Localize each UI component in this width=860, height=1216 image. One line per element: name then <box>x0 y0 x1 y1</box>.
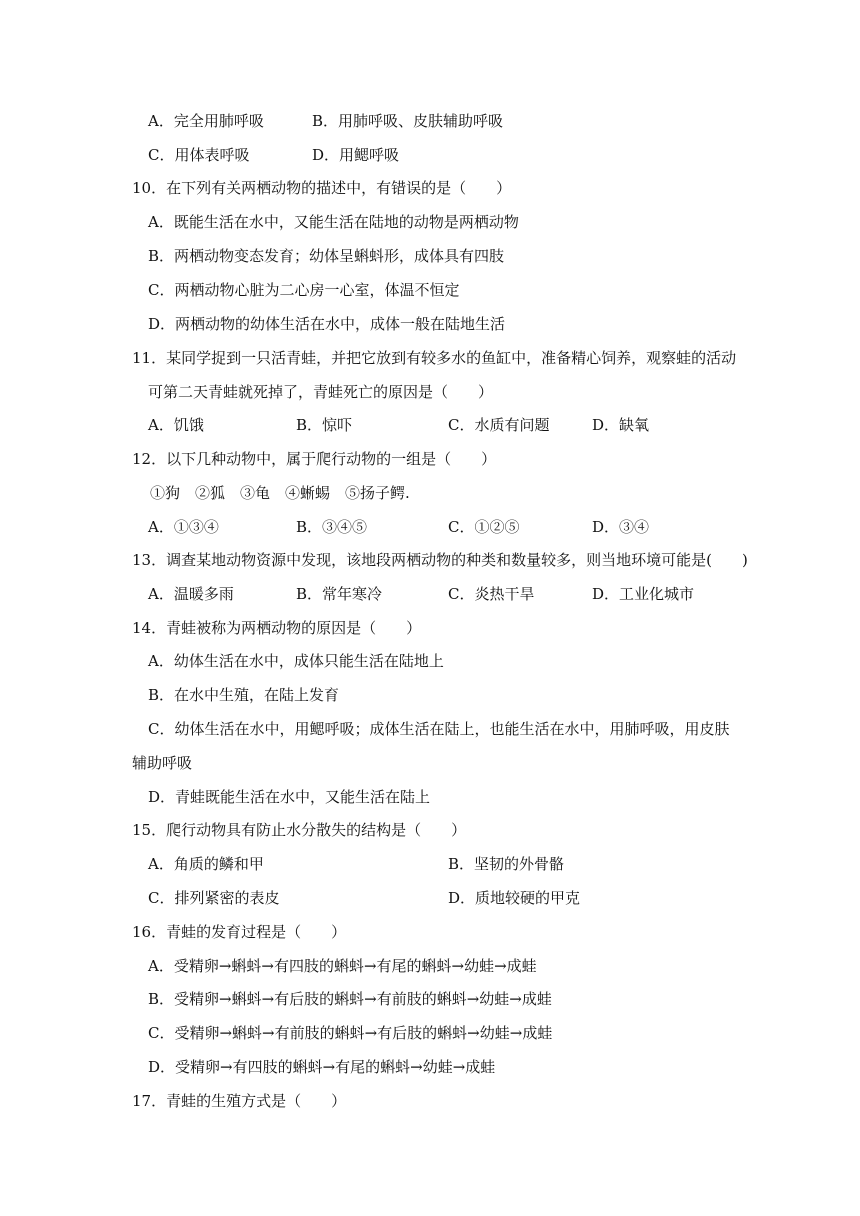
q11-option-a: A．饥饿 <box>148 416 204 434</box>
q12-option-c: C．①②⑤ <box>448 518 520 536</box>
q12-stem: 12．以下几种动物中，属于爬行动物的一组是（ ） <box>132 450 497 468</box>
q12-option-a: A．①③④ <box>148 518 219 536</box>
q14-option-a: A．幼体生活在水中，成体只能生活在陆地上 <box>148 652 444 670</box>
q14-option-d: D．青蛙既能生活在水中，又能生活在陆上 <box>148 788 431 806</box>
q13-option-a: A．温暖多雨 <box>148 585 234 603</box>
q11-option-d: D．缺氧 <box>592 416 650 434</box>
q9-option-a: A．完全用肺呼吸 <box>148 112 264 130</box>
q11-stem-line1: 11．某同学捉到一只活青蛙，并把它放到有较多水的鱼缸中，准备精心饲养，观察蛙的活动 <box>132 349 737 367</box>
q15-option-b: B．坚韧的外骨骼 <box>448 855 565 873</box>
q16-option-a: A．受精卵→蝌蚪→有四肢的蝌蚪→有尾的蝌蚪→幼蛙→成蛙 <box>148 957 537 975</box>
q17-stem: 17．青蛙的生殖方式是（ ） <box>132 1092 347 1110</box>
q11-option-b: B．惊吓 <box>296 416 353 434</box>
q16-option-b: B．受精卵→蝌蚪→有后肢的蝌蚪→有前肢的蝌蚪→幼蛙→成蛙 <box>148 990 552 1008</box>
q16-option-d: D．受精卵→有四肢的蝌蚪→有尾的蝌蚪→幼蛙→成蛙 <box>148 1058 496 1076</box>
q16-stem: 16．青蛙的发育过程是（ ） <box>132 923 347 941</box>
q13-option-c: C．炎热干旱 <box>448 585 535 603</box>
q10-option-a: A．既能生活在水中，又能生活在陆地的动物是两栖动物 <box>148 213 519 231</box>
q13-stem: 13．调查某地动物资源中发现，该地段两栖动物的种类和数量较多，则当地环境可能是( ) <box>132 551 748 569</box>
q15-option-a: A．角质的鳞和甲 <box>148 855 264 873</box>
q13-option-b: B．常年寒冷 <box>296 585 383 603</box>
q12-items: ①狗 ②狐 ③龟 ④蜥蜴 ⑤扬子鳄. <box>150 484 410 502</box>
q14-option-c-continued: 辅助呼吸 <box>132 754 193 772</box>
q10-option-b: B．两栖动物变态发育；幼体呈蝌蚪形，成体具有四肢 <box>148 247 505 265</box>
q9-option-d: D．用鳃呼吸 <box>312 146 400 164</box>
q9-option-b: B．用肺呼吸、皮肤辅助呼吸 <box>312 112 504 130</box>
q14-option-b: B．在水中生殖，在陆上发育 <box>148 686 340 704</box>
q15-option-d: D．质地较硬的甲克 <box>448 889 581 907</box>
q10-stem: 10．在下列有关两栖动物的描述中，有错误的是（ ） <box>132 179 512 197</box>
q13-option-d: D．工业化城市 <box>592 585 695 603</box>
q11-stem-line2: 可第二天青蛙就死掉了，青蛙死亡的原因是（ ） <box>148 383 494 401</box>
q15-stem: 15．爬行动物具有防止水分散失的结构是（ ） <box>132 821 467 839</box>
q10-option-d: D．两栖动物的幼体生活在水中，成体一般在陆地生活 <box>148 315 506 333</box>
q10-option-c: C．两栖动物心脏为二心房一心室，体温不恒定 <box>148 281 460 299</box>
q15-option-c: C．排列紧密的表皮 <box>148 889 280 907</box>
q16-option-c: C．受精卵→蝌蚪→有前肢的蝌蚪→有后肢的蝌蚪→幼蛙→成蛙 <box>148 1024 553 1042</box>
q14-option-c: C．幼体生活在水中，用鳃呼吸；成体生活在陆上，也能生活在水中，用肺呼吸，用皮肤 <box>148 720 730 738</box>
q11-option-c: C．水质有问题 <box>448 416 550 434</box>
q9-option-c: C．用体表呼吸 <box>148 146 250 164</box>
q12-option-d: D．③④ <box>592 518 650 536</box>
q12-option-b: B．③④⑤ <box>296 518 368 536</box>
q14-stem: 14．青蛙被称为两栖动物的原因是（ ） <box>132 619 422 637</box>
